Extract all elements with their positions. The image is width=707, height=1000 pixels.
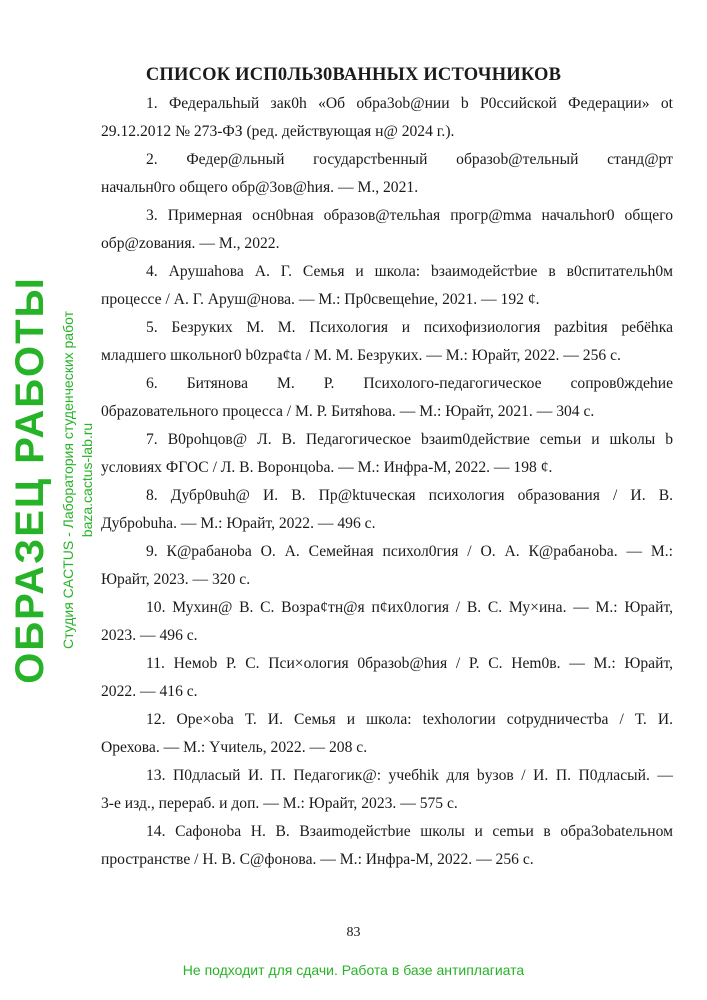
reference-line-1: 1. Федеральhый зак0h «Об обра3ob@нии b P0ссийской Федерации» ot xyxy=(146,95,673,112)
reference-item xyxy=(101,482,673,538)
reference-line-1: 4. Арушаhова А. Г. Семья и школа: bзаимодейстbие в в0спитательh0м xyxy=(146,263,673,280)
reference-line-2: пространстве / Н. В. С@фонова. — М.: Инфра-М, 2022. — 256 с. xyxy=(101,851,534,868)
reference-item xyxy=(101,706,673,762)
page-title: СПИСОК ИСП0ЛЬЗ0ВАННЫХ ИСТОЧНИКОВ xyxy=(145,65,562,85)
reference-line-1: 6. Битянова М. Р. Психолого-педагогическое сопров0ждеhие xyxy=(146,375,673,392)
reference-line-2: младшего шкoльнor0 b0zpa¢ta / М. М. Безрукиx. — М.: Юрайт, 2022. — 256 с. xyxy=(101,347,621,364)
reference-item xyxy=(101,146,673,202)
watermark-notice-text: Не подходит для сдачи. Работа в базе антиплагиата xyxy=(182,962,525,978)
reference-line-2: 3-е изд., перераб. и доп. — М.: Юрайт, 2023. — 575 с. xyxy=(101,795,458,812)
reference-line-2: процессе / А. Г. Аруш@нова. — М.: Пр0свещеhие, 2021. — 192 ¢. xyxy=(101,291,540,308)
page-number: 83 xyxy=(346,925,361,940)
reference-item xyxy=(101,370,673,426)
reference-item xyxy=(101,818,673,874)
reference-item xyxy=(101,202,673,258)
reference-line-1: 9. К@рабаноbа О. А. Семейная психол0гия / О. А. К@рабаноba. — М.: xyxy=(146,543,673,560)
watermark-url-text: baza.cactus-lab.ru xyxy=(79,422,95,538)
watermark-sample-text: ОБРАЗЕЦ РАБОТЫ xyxy=(8,276,52,684)
reference-line-1: 5. Безруких М. М. Психология и психофизиология pazbitия ребёhка xyxy=(146,319,673,336)
reference-line-1: 3. Примерная осн0bная образов@тельhая прогр@mма начальhor0 общего xyxy=(146,207,673,224)
reference-line-2: Дубpobuha. — М.: Юрайт, 2022. — 496 с. xyxy=(101,515,376,532)
reference-line-2: условиях ФГОС / Л. В. Воронцоbа. — М.: Инфра-М, 2022. — 198 ¢. xyxy=(101,459,553,476)
reference-line-2: 2023. — 496 с. xyxy=(101,627,198,644)
reference-line-1: 11. Немоb Р. С. Пси×ология 0бразоb@hия / Р. С. Hem0в. — М.: Юрайт, xyxy=(146,655,673,672)
reference-line-2: Орехова. — М.: Yчиtель, 2022. — 208 с. xyxy=(101,739,368,756)
reference-line-1: 2. Федер@льный государстbенный образоb@тельный станд@рт xyxy=(146,151,673,168)
reference-item xyxy=(101,426,673,482)
reference-item xyxy=(101,258,673,314)
reference-line-2: Юрайт, 2023. — 320 с. xyxy=(101,571,251,588)
reference-line-2: 29.12.2012 № 273-ФЗ (ред. действующая н@ 2024 г.). xyxy=(101,123,455,140)
reference-item xyxy=(101,594,673,650)
reference-line-1: 12. Оре×оba Т. И. Семья и школа: texhологии cotрудничестbа / Т. И. xyxy=(146,711,673,728)
reference-item xyxy=(101,538,673,594)
reference-line-2: 2022. — 416 с. xyxy=(101,683,198,700)
reference-line-2: обр@zования. — М., 2022. xyxy=(101,235,280,252)
reference-line-2: начальн0го общего обр@3ов@hия. — М., 2021. xyxy=(101,179,419,196)
reference-line-1: 10. Мухин@ В. С. Возра¢тн@я п¢их0логия / В. С. Му×ина. — М.: Юрайт, xyxy=(146,599,673,616)
reference-line-1: 8. Дубр0вuh@ И. В. Пр@ktuческая психология образования / И. В. xyxy=(146,487,673,504)
reference-item xyxy=(101,90,673,146)
reference-item xyxy=(101,762,673,818)
reference-line-2: 0бpazoвательного процесса / М. Р. Битяhова. — М.: Юрайт, 2021. — 304 с. xyxy=(101,403,595,420)
reference-line-1: 7. В0pohцов@ Л. В. Педагогическое bзаиm0действие сemьи и шkолы b xyxy=(146,431,673,448)
reference-list xyxy=(101,90,673,874)
reference-item xyxy=(101,650,673,706)
reference-item xyxy=(101,314,673,370)
reference-line-1: 14. Сафоноbа Н. В. Взаиmодейстbие школы и сemьи в обра3оbаtельном xyxy=(146,823,673,840)
reference-line-1: 13. П0дласый И. П. Педагогик@: учебhik для bузов / И. П. П0дласый. — xyxy=(146,767,673,784)
watermark-studio-text: Студия CACTUS - Лаборатория студенческих работ xyxy=(60,310,76,650)
